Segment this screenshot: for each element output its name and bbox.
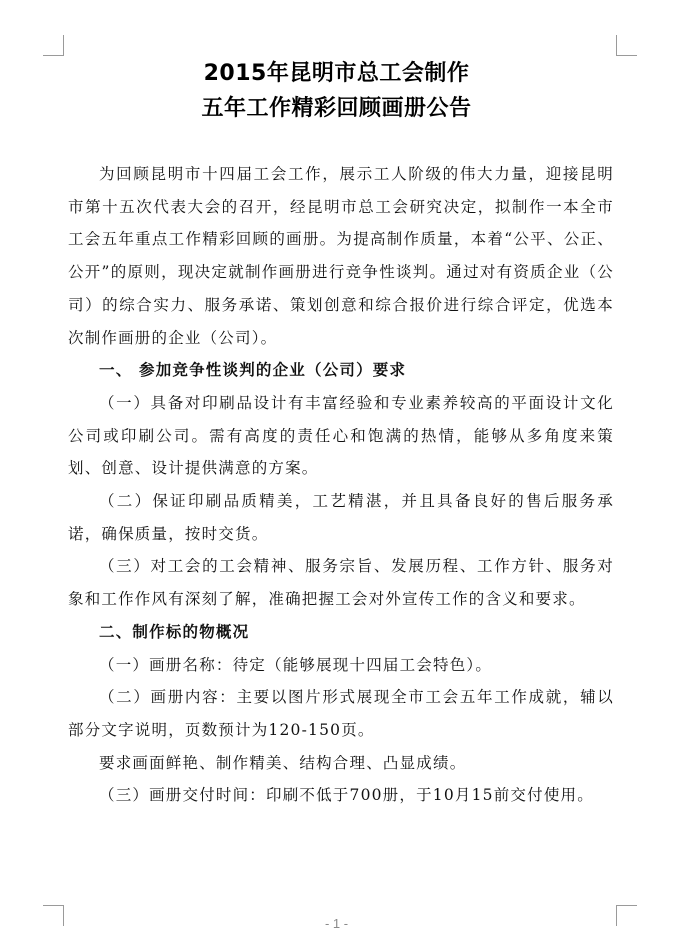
section-2-heading: 二、制作标的物概况 (99, 622, 250, 641)
section-2-item: （三）画册交付时间：印刷不低于700册，于10月15前交付使用。 (99, 786, 594, 805)
section-1-item: （一）具备对印刷品设计有丰富经验和专业素养较高的平面设计文化公司或印刷公司。需有高度的责任心和饱满的热情，能够从多角度来策划、创意、设计提供满意的方案。 (68, 393, 614, 478)
section-2-item: （二）画册内容：主要以图片形式展现全市工会五年工作成就，辅以部分文字说明，页数预计为120-150页。 (68, 688, 614, 739)
section-1-item: （三）对工会的工会精神、服务宗旨、发展历程、工作方针、服务对象和工作作风有深刻了解，准确把握工会对外宣传工作的含义和要求。 (68, 557, 614, 609)
document-body (68, 158, 614, 812)
crop-mark-top-left (43, 35, 64, 56)
section-2-item: 要求画面鲜艳、制作精美、结构合理、凸显成绩。 (99, 753, 467, 772)
page-number: - 1 - (324, 916, 349, 931)
crop-mark-top-right (616, 35, 637, 56)
document-title-line-1: 2015年昆明市总工会制作 (203, 61, 470, 86)
intro-paragraph: 为回顾昆明市十四届工会工作，展示工人阶级的伟大力量，迎接昆明市第十五次代表大会的召开，经昆明市总工会研究决定，拟制作一本全市工会五年重点工作精彩回顾的画册。为提高制作质量，本着“公平、公正、公开”的原则，现决定就制作画册进行竞争性谈判。通过对有资质企业（公司）的综合实力、服务承诺、策划创意和综合报价进行综合评定，优选本次制作画册的企业（公司）。 (68, 165, 614, 347)
document-title-line-2: 五年工作精彩回顾画册公告 (201, 96, 472, 121)
section-1-item: （二）保证印刷品质精美，工艺精湛，并且具备良好的售后服务承诺，确保质量，按时交货。 (68, 492, 614, 543)
section-2-item: （一）画册名称：待定（能够展现十四届工会特色）。 (99, 655, 493, 674)
section-1-heading: 一、 参加竞争性谈判的企业（公司）要求 (99, 361, 407, 380)
